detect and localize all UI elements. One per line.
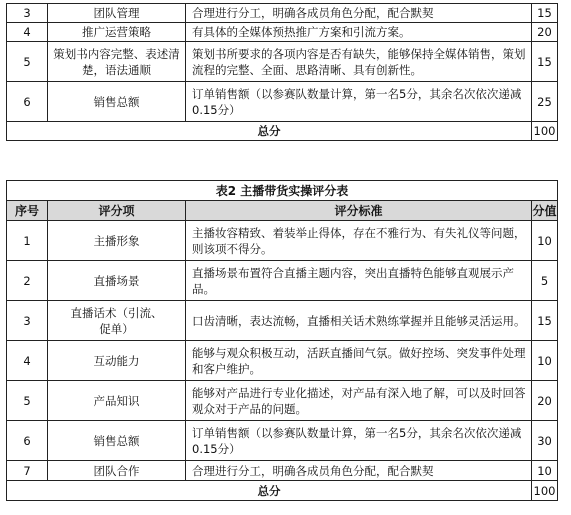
table-row <box>7 221 558 261</box>
header-criteria: 评分标准 <box>186 201 532 221</box>
table-row <box>7 341 558 381</box>
table-row <box>7 381 558 421</box>
score-value: 30 <box>532 421 558 461</box>
score-value: 20 <box>532 381 558 421</box>
total-label: 总分 <box>7 481 532 501</box>
total-label: 总分 <box>7 122 532 141</box>
row-number: 2 <box>7 261 48 301</box>
total-score: 100 <box>532 122 558 141</box>
row-number: 3 <box>7 301 48 341</box>
score-item: 团队合作 <box>48 461 186 481</box>
score-value: 15 <box>532 301 558 341</box>
score-criteria: 策划书所要求的各项内容是否有缺失，能够保持全媒体销售，策划流程的完整、全面、思路清晰、具有创新性。 <box>186 42 532 82</box>
header-item: 评分项 <box>48 201 186 221</box>
score-item: 互动能力 <box>48 341 186 381</box>
row-number: 5 <box>7 381 48 421</box>
score-criteria: 有具体的全媒体预热推广方案和引流方案。 <box>186 23 532 42</box>
table-row <box>7 4 558 23</box>
row-number: 4 <box>7 341 48 381</box>
score-criteria: 合理进行分工，明确各成员角色分配，配合默契 <box>186 4 532 23</box>
table-row <box>7 82 558 122</box>
score-criteria: 直播场景布置符合直播主题内容，突出直播特色能够直观展示产品。 <box>186 261 532 301</box>
score-criteria: 合理进行分工，明确各成员角色分配，配合默契 <box>186 461 532 481</box>
score-value: 15 <box>532 4 558 23</box>
score-criteria: 订单销售额（以参赛队数量计算，第一名5分，其余名次依次递减0.15分） <box>186 421 532 461</box>
score-item: 销售总额 <box>48 82 186 122</box>
scoring-table-2 <box>6 180 558 501</box>
score-item: 策划书内容完整、表述清楚，语法通顺 <box>48 42 186 82</box>
score-value: 20 <box>532 23 558 42</box>
score-criteria: 能够与观众积极互动，活跃直播间气氛。做好控场、突发事件处理和客户维护。 <box>186 341 532 381</box>
header-score: 分值 <box>532 201 558 221</box>
header-no: 序号 <box>7 201 48 221</box>
table-row <box>7 42 558 82</box>
score-item: 销售总额 <box>48 421 186 461</box>
table-caption-row <box>7 181 558 201</box>
score-criteria: 口齿清晰，表达流畅，直播相关话术熟练掌握并且能够灵活运用。 <box>186 301 532 341</box>
table-row <box>7 23 558 42</box>
score-value: 5 <box>532 261 558 301</box>
row-number: 5 <box>7 42 48 82</box>
scoring-table-1 <box>6 3 558 141</box>
row-number: 6 <box>7 82 48 122</box>
score-criteria: 能够对产品进行专业化描述，对产品有深入地了解，可以及时回答观众对于产品的问题。 <box>186 381 532 421</box>
row-number: 4 <box>7 23 48 42</box>
score-criteria: 主播妆容精致、着装举止得体，存在不雅行为、有失礼仪等问题，则该项不得分。 <box>186 221 532 261</box>
row-number: 1 <box>7 221 48 261</box>
row-number: 7 <box>7 461 48 481</box>
score-value: 10 <box>532 461 558 481</box>
table-row <box>7 301 558 341</box>
row-number: 3 <box>7 4 48 23</box>
score-item: 直播场景 <box>48 261 186 301</box>
score-value: 25 <box>532 82 558 122</box>
score-item: 主播形象 <box>48 221 186 261</box>
table-row <box>7 261 558 301</box>
total-row <box>7 122 558 141</box>
total-row <box>7 481 558 501</box>
table-row <box>7 421 558 461</box>
table-row <box>7 461 558 481</box>
row-number: 6 <box>7 421 48 461</box>
score-item: 直播话术（引流、促单） <box>48 301 186 341</box>
header-row <box>7 201 558 221</box>
score-value: 10 <box>532 221 558 261</box>
total-score: 100 <box>532 481 558 501</box>
score-value: 10 <box>532 341 558 381</box>
score-item: 推广运营策略 <box>48 23 186 42</box>
score-value: 15 <box>532 42 558 82</box>
score-criteria: 订单销售额（以参赛队数量计算，第一名5分，其余名次依次递减0.15分） <box>186 82 532 122</box>
table-caption: 表2 主播带货实操评分表 <box>7 181 558 201</box>
score-item: 产品知识 <box>48 381 186 421</box>
score-item: 团队管理 <box>48 4 186 23</box>
